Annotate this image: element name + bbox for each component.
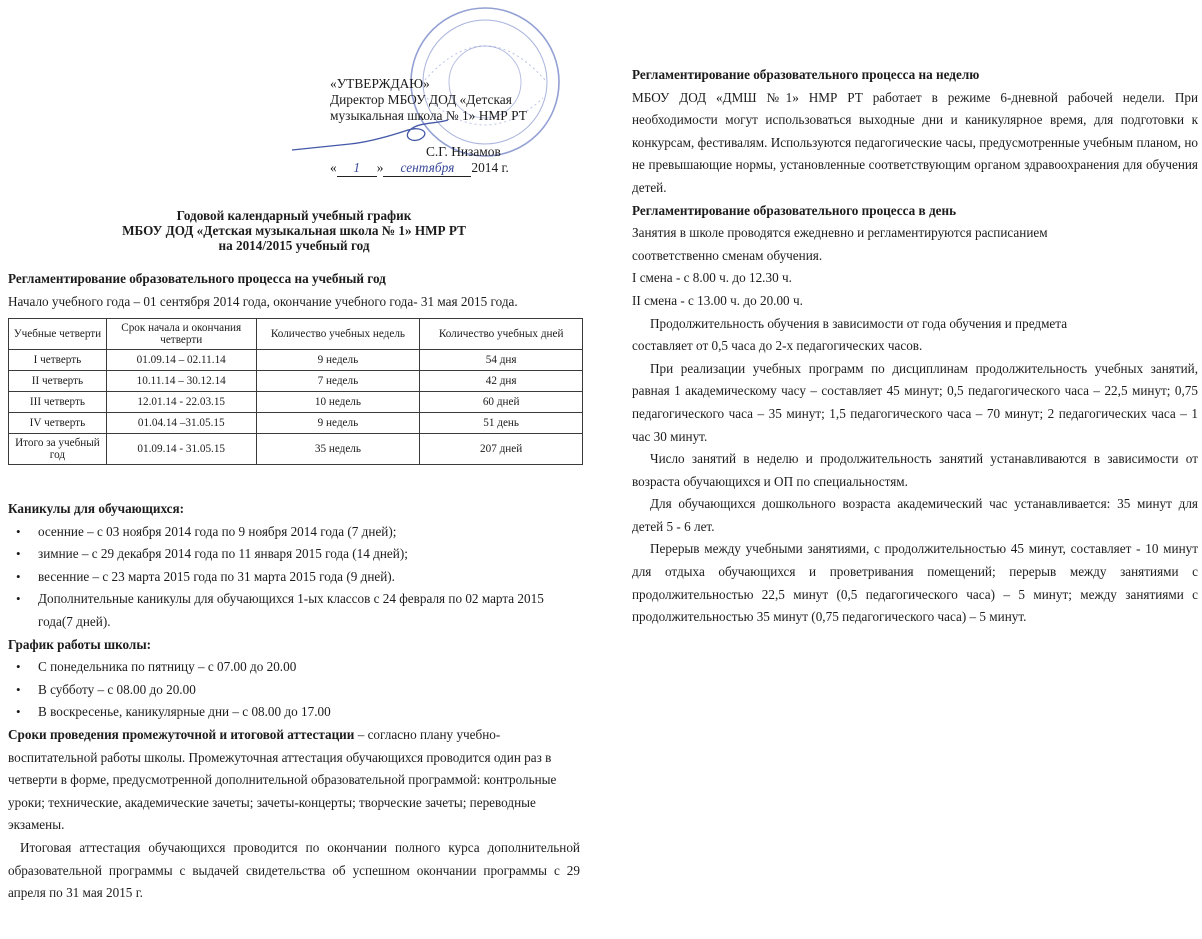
table-cell: IV четверть	[9, 413, 107, 434]
year-heading: Регламентирование образовательного процесса на учебный год	[8, 271, 386, 286]
table-header-cell: Количество учебных дней	[420, 319, 583, 350]
table-row	[9, 371, 583, 392]
document-title	[8, 208, 580, 253]
table-cell: 9 недель	[256, 413, 420, 434]
attestation-paragraph	[8, 724, 580, 837]
table-row	[9, 392, 583, 413]
holidays-heading: Каникулы для обучающихся:	[8, 501, 185, 516]
table-header-cell: Количество учебных недель	[256, 319, 420, 350]
table-cell: 54 дня	[420, 350, 583, 371]
attestation-intro: – согласно плану учебно-воспитательной работы школы. Промежуточная аттестация обучающихся проводится один раз в четверти в форме, предусмотренной дополнительной образовательной программой: контрольные уроки; технические, академические зачеты; зачеты-концерты; творческие зачеты; переводные экзамены.	[8, 726, 557, 833]
day-heading: Регламентирование образовательного процесса в день	[632, 202, 957, 218]
approval-director: Директор МБОУ ДОД «Детская	[330, 92, 512, 107]
day-line-2: соответственно сменам обучения.	[632, 247, 823, 263]
table-row	[9, 350, 583, 371]
table-cell: 7 недель	[256, 371, 420, 392]
title-line-1: Годовой календарный учебный график	[176, 208, 412, 223]
title-line-2: МБОУ ДОД «Детская музыкальная школа № 1» НМР РТ	[122, 223, 466, 238]
table-cell: 10.11.14 – 30.12.14	[106, 371, 256, 392]
approval-signatory: С.Г. Низамов	[426, 144, 501, 159]
table-cell: 9 недель	[256, 350, 420, 371]
day-preschool: Для обучающихся дошкольного возраста академический час устанавливается: 35 минут для детей 5 - 6 лет.	[632, 496, 1198, 534]
table-cell: 01.04.14 –31.05.15	[106, 413, 256, 434]
holidays-list	[8, 521, 580, 634]
approval-school: музыкальная школа № 1» НМР РТ	[330, 108, 527, 123]
title-line-3: на 2014/2015 учебный год	[218, 238, 370, 253]
year-section	[8, 268, 580, 313]
approval-date-day: 1	[337, 160, 377, 177]
list-item: • Дополнительные каникулы для обучающихся 1-ых классов с 24 февраля по 02 марта 2015 года(7 дней).	[38, 588, 580, 633]
table-cell: 01.09.14 – 02.11.14	[106, 350, 256, 371]
table-cell: I четверть	[9, 350, 107, 371]
table-header-cell: Срок начала и окончания четверти	[106, 319, 256, 350]
table-cell: 35 недель	[256, 434, 420, 465]
work-heading: График работы школы:	[8, 636, 152, 652]
approval-date-mid: »	[376, 160, 384, 175]
left-lower-section	[8, 498, 580, 905]
day-lessons: При реализации учебных программ по дисциплинам продолжительность учебных занятий, равная 1 академическому часу – составляет 45 минут; 0,5 педагогического часа – 22,5 минут; 0,75 педагогического часа – 35 минут; 1,5 педагогического часа – 70 минут; 2 педагогических часа – 1 час 30 минут.	[632, 360, 1198, 444]
table-row	[9, 413, 583, 434]
table-cell: 207 дней	[420, 434, 583, 465]
list-item: • В воскресенье, каникулярные дни – с 08.00 до 17.00	[38, 701, 580, 724]
week-text: МБОУ ДОД «ДМШ №1» НМР РТ работает в режиме 6-дневной рабочей недели. При необходимости могут использоваться выходные дни и каникулярное время, для подготовки к конкурсам, фестивалям. Используются педагогические часы, предусмотренные учебным планом, но не превышающие нормы, установленные соответствующим органом здравоохранения для обучения детей.	[632, 89, 1198, 195]
signature-icon	[290, 118, 450, 158]
year-period: Начало учебного года – 01 сентября 2014 года, окончание учебного года- 31 мая 2015 года.	[8, 293, 518, 309]
day-shift-2: II смена - с 13.00 ч. до 20.00 ч.	[632, 292, 803, 308]
table-cell: 12.01.14 - 22.03.15	[106, 392, 256, 413]
list-item: • осенние – с 03 ноября 2014 года по 9 ноября 2014 года (7 дней);	[38, 521, 580, 544]
day-breaks: Перерыв между учебными занятиями, с продолжительностью 45 минут, составляет - 10 минут для отдыха обучающихся и проветривания помещений; перерыв между занятиями с продолжительностью 22,5 минут (0,5 педагогического часа) – 5 минут; между занятиями с продолжительностью 35 минут (0,75 педагогического часа) – 5 минут.	[632, 541, 1198, 625]
week-heading: Регламентирование образовательного процесса на неделю	[632, 67, 980, 82]
list-item: • В субботу – с 08.00 до 20.00	[38, 679, 580, 702]
attestation-heading: Сроки проведения промежуточной и итоговой аттестации	[8, 726, 355, 742]
table-cell: 42 дня	[420, 371, 583, 392]
table-cell: 60 дней	[420, 392, 583, 413]
table-cell: III четверть	[9, 392, 107, 413]
day-line-1: Занятия в школе проводятся ежедневно и регламентируются расписанием	[632, 225, 1048, 241]
table-cell: Итого за учебный год	[9, 434, 107, 465]
right-column	[632, 64, 1198, 629]
work-list	[8, 656, 580, 724]
table-header-cell: Учебные четверти	[9, 319, 107, 350]
table-header-row	[9, 319, 583, 350]
approval-date-month: сентября	[383, 160, 471, 177]
approval-date	[330, 160, 580, 177]
approval-date-year: 2014 г.	[471, 160, 509, 175]
table-cell: 10 недель	[256, 392, 420, 413]
list-item: • зимние – с 29 декабря 2014 года по 11 января 2015 года (14 дней);	[38, 543, 580, 566]
approval-approve: «УТВЕРЖДАЮ»	[330, 76, 430, 91]
day-count: Число занятий в неделю и продолжительность занятий устанавливаются в зависимости от возраста обучающихся и ОП по специальностям.	[632, 451, 1198, 489]
schedule-table	[8, 318, 583, 465]
day-duration-1: Продолжительность обучения в зависимости от года обучения и предмета	[650, 315, 1068, 331]
day-shift-1: I смена - с 8.00 ч. до 12.30 ч.	[632, 270, 792, 286]
list-item: • С понедельника по пятницу – с 07.00 до 20.00	[38, 656, 580, 679]
day-duration-2: составляет от 0,5 часа до 2-х педагогических часов.	[632, 338, 923, 354]
attestation-final: Итоговая аттестация обучающихся проводится по окончании полного курса дополнительной образовательной программы с выдачей свидетельства об успешном окончании программы с 29 апреля по 31 мая 2015 г.	[8, 839, 580, 901]
table-total-row	[9, 434, 583, 465]
table-cell: II четверть	[9, 371, 107, 392]
table-cell: 01.09.14 - 31.05.15	[106, 434, 256, 465]
list-item: • весенние – с 23 марта 2015 года по 31 марта 2015 года (9 дней).	[38, 566, 580, 589]
approval-date-open: «	[330, 160, 337, 175]
table-cell: 51 день	[420, 413, 583, 434]
